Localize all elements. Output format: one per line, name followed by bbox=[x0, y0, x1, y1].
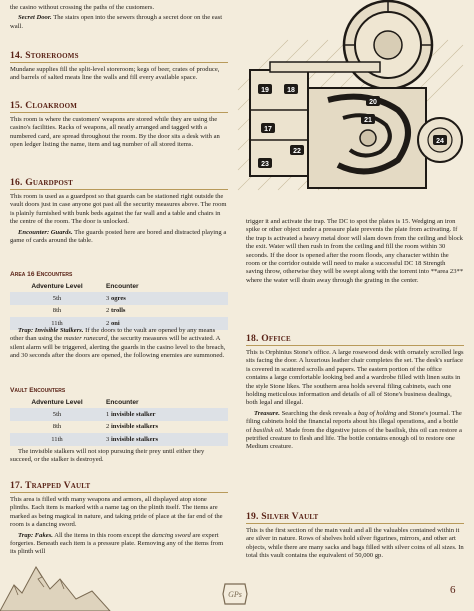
treasure-text-c: Made from the digestive juices of the basilisk, this oil can restore a petrified creature to flesh and life. The bottle contains enough oil to restore one Medium creature. bbox=[246, 426, 462, 451]
publisher-logo-icon bbox=[221, 582, 249, 606]
map-label-17: 17 bbox=[264, 126, 272, 133]
office-title: 18. Office bbox=[246, 333, 291, 344]
row-encounter bbox=[104, 305, 228, 318]
row-level: 11th bbox=[10, 433, 104, 446]
table-row bbox=[10, 292, 228, 305]
trapped-vault-text: This area is filled with many weapons and armors, all displayed atop stone plinths. Each item is marked with a name tag on the plinth itself. The items are marked as being magical in nature, and taking pride of place at the far end of the room is a dancing sword. bbox=[10, 496, 223, 529]
mountain-decoration-icon bbox=[0, 555, 120, 611]
table-row bbox=[10, 421, 228, 434]
header-level: Adventure Level bbox=[31, 398, 83, 406]
encounter-creature: invisible stalkers bbox=[110, 423, 159, 431]
row-encounter bbox=[104, 408, 228, 421]
area16-table bbox=[10, 280, 228, 330]
trap-fakes-text-a: All the items in this room except the bbox=[52, 531, 152, 539]
header-encounter: Encounter bbox=[106, 398, 139, 406]
treasure-text-a: Searching the desk reveals a bbox=[279, 409, 358, 417]
table-row bbox=[10, 305, 228, 318]
table-header-row bbox=[10, 280, 228, 292]
table-row bbox=[10, 433, 228, 446]
row-encounter bbox=[104, 433, 228, 446]
cloakroom-text: This room is where the customers' weapons are stored while they are using the casino's facilities. Racks of weapons, all neatly arranged and tagged with a numbered card, are spread throughout the room. By the door sits a desk with an open ledger listing the name, item and tag number of all stored items. bbox=[10, 116, 220, 149]
row-encounter bbox=[104, 421, 228, 434]
section-silver-vault bbox=[246, 511, 464, 563]
header-encounter: Encounter bbox=[106, 282, 139, 290]
map-label-22: 22 bbox=[293, 148, 301, 155]
trap-continued-text: trigger it and activate the trap. The DC to spot the plates is 15. Wedging an iron spike or other object under a pressure plate prevents the plate from activating. If the trap is activated a heavy metal door will slam down from the ceiling and block the exit. Water will then rush in from the ceiling and fill the room within 30 seconds. If the door is opened after the room floods, any character within the room or the corridor outside will need to make a successful DC 18 Strength saving throw, otherwise they will be swept along with the torrent into **area 23** where the water will drain away through the grating in the center. bbox=[246, 218, 464, 284]
storerooms-text: Mundane supplies fill the split-level storeroom; kegs of beer, crates of produce, and barrels of salted meats line the walls and fill every available space. bbox=[10, 66, 220, 82]
page-number: 6 bbox=[450, 584, 456, 596]
storerooms-title: 14. Storerooms bbox=[10, 50, 79, 61]
trap-fakes-lead: Trap: Fakes. bbox=[18, 531, 53, 539]
encounter-creature: oni bbox=[110, 319, 120, 327]
secret-door-paragraph bbox=[10, 14, 228, 31]
trap-fakes-paragraph bbox=[10, 532, 228, 557]
encounter-count: 2 bbox=[106, 319, 110, 327]
row-level: 8th bbox=[52, 423, 62, 431]
trap-continued-block bbox=[246, 218, 464, 287]
guardpost-title: 16. Guardpost bbox=[10, 177, 73, 188]
logo-text: GPs bbox=[228, 590, 242, 599]
vault-encounters-title: Vault Encounters bbox=[10, 387, 66, 394]
encounter-count: 1 bbox=[106, 410, 110, 418]
encounter-creature: trolls bbox=[110, 307, 126, 315]
office-treasure-paragraph bbox=[246, 410, 464, 452]
encounter-count: 3 bbox=[106, 435, 110, 443]
section-office bbox=[246, 333, 464, 454]
intro-block bbox=[10, 4, 228, 33]
trap-stalkers-lead: Trap: Invisible Stalkers. bbox=[18, 327, 84, 334]
office-text: This is Orphinius Stone's office. A large rosewood desk with ornately scrolled legs sits facing the door. A luxurious leather chair completes the set. The desk's surface is covered in scattered scrolls and papers. The eastern portion of the office contains a large comfortable looking bed and a wardrobe filled with linen suits in the style Stone likes. The southern area holds several filing cabinets, each one holding meticulous information and details of all of Stone's business dealings, both legal and illegal. bbox=[246, 349, 464, 407]
title-rule bbox=[246, 345, 464, 346]
section-trapped-vault bbox=[10, 480, 228, 559]
title-rule bbox=[10, 189, 228, 190]
encounter-count: 2 bbox=[106, 423, 110, 431]
row-level: 5th bbox=[10, 292, 104, 305]
row-level: 11th bbox=[10, 317, 104, 330]
section-guardpost bbox=[10, 177, 228, 247]
map-label-21: 21 bbox=[364, 117, 372, 124]
section-storerooms bbox=[10, 50, 228, 85]
row-level: 5th bbox=[10, 408, 104, 421]
vault-map bbox=[228, 0, 468, 198]
area16-encounters bbox=[10, 271, 228, 330]
table-header-row bbox=[10, 396, 228, 408]
intro-text: the casino without crossing the paths of the customers. bbox=[10, 4, 155, 11]
title-rule bbox=[10, 492, 228, 493]
treasure-lead: Treasure. bbox=[254, 409, 280, 417]
map-label-24: 24 bbox=[436, 138, 444, 145]
encounter-creature: ogres bbox=[110, 294, 126, 302]
silver-vault-title: 19. Silver Vault bbox=[246, 511, 319, 522]
trap-item-name: master runecard bbox=[63, 335, 108, 343]
guards-encounter-text: The guards posted here are bored and distracted playing a game of cards around the table. bbox=[10, 228, 227, 245]
trap-stalkers-paragraph bbox=[10, 327, 228, 361]
section-cloakroom bbox=[10, 100, 228, 152]
row-encounter bbox=[104, 292, 228, 305]
row-level: 8th bbox=[52, 307, 62, 315]
treasure-text-b: and Stone's journal. The filing cabinets hold the financial reports about his illegal operations, and a bottle of bbox=[246, 409, 462, 434]
trap-stalkers-block bbox=[10, 327, 228, 363]
encounter-creature: invisible stalkers bbox=[110, 435, 159, 443]
title-rule bbox=[10, 62, 228, 63]
secret-door-text: The stairs open into the sewers through a secret door on the east wall. bbox=[10, 14, 223, 30]
secret-door-lead: Secret Door. bbox=[18, 14, 52, 22]
trapped-vault-title: 17. Trapped Vault bbox=[10, 480, 91, 491]
encounter-creature: invisible stalker bbox=[110, 410, 156, 418]
dancing-sword-name: dancing sword bbox=[152, 531, 191, 539]
stalkers-note-block bbox=[10, 448, 228, 467]
area16-title: Area 16 Encounters bbox=[10, 271, 73, 278]
header-level: Adventure Level bbox=[31, 282, 83, 290]
silver-vault-text: This is the first section of the main vault and all the valuables contained within it are silver in nature. Rows of shelves hold silver figurines, mirrors, and other art objects, while there are many sacks and bags filled with silver coins of all sizes. In total this vault contains the equivalent of 50,000 gp. bbox=[246, 527, 464, 560]
map-label-19: 19 bbox=[261, 87, 269, 94]
trap-text-a: If the doors to the vault are opened by any means other than using the bbox=[10, 327, 216, 343]
stalkers-note: The invisible stalkers will not stop pursuing their prey until either they succeed, or the stalker is destroyed. bbox=[10, 448, 205, 464]
bag-of-holding-name: bag of holding bbox=[357, 409, 397, 417]
encounter-count: 3 bbox=[106, 294, 110, 302]
vault-table bbox=[10, 396, 228, 446]
guards-encounter-lead: Encounter: Guards. bbox=[18, 228, 73, 236]
trap-fakes-text-b: are expert forgeries. Beneath each item is a pressure plate. Removing any of the items from its plinth will bbox=[10, 531, 224, 556]
map-label-18: 18 bbox=[287, 87, 295, 94]
guardpost-text: This room is used as a guardpost so that guards can be stationed right outside the vault doors just in case anyone got past all the security measures above. The room is plainly furnished with bunk beds against the far wall and a table and chairs in the centre of the room. The door is unlocked. bbox=[10, 193, 227, 226]
vault-encounters bbox=[10, 387, 228, 446]
basilisk-oil-name: basilisk oil. bbox=[253, 426, 284, 434]
trap-text-b: , the security measures will be activated. A silent alarm will be triggered, alerting the guards in the casino level to the breach, and 30 seconds after the doors are opened, the following enemies are summoned. bbox=[10, 335, 226, 360]
map-label-23: 23 bbox=[261, 161, 269, 168]
guards-encounter-paragraph bbox=[10, 229, 228, 246]
title-rule bbox=[246, 523, 464, 524]
encounter-count: 2 bbox=[106, 307, 110, 315]
title-rule bbox=[10, 112, 228, 113]
map-label-20: 20 bbox=[369, 99, 377, 106]
table-row bbox=[10, 408, 228, 421]
cloakroom-title: 15. Cloakroom bbox=[10, 100, 78, 111]
